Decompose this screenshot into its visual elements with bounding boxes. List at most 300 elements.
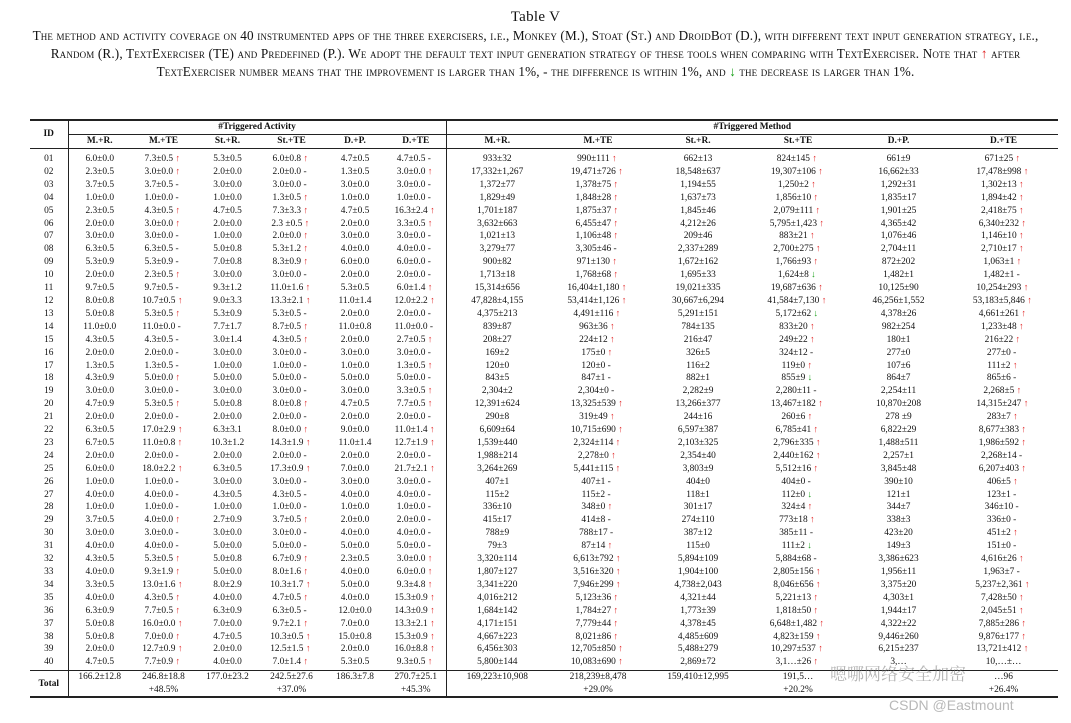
cell-value: 2.0±0.0 bbox=[144, 412, 174, 423]
table-cell bbox=[949, 334, 1058, 347]
table-cell bbox=[131, 149, 196, 166]
table-cell bbox=[259, 643, 324, 656]
table-cell: 16,662±33 bbox=[878, 166, 919, 177]
table-cell: 7.0±0.0 bbox=[340, 463, 370, 474]
cell-value: 1,063±1 bbox=[983, 257, 1015, 268]
table-row bbox=[30, 618, 1058, 631]
table-cell bbox=[386, 385, 446, 398]
no-change-mark: - bbox=[1013, 347, 1017, 358]
up-arrow-icon: ↑ bbox=[613, 618, 619, 629]
up-arrow-icon: ↑ bbox=[613, 605, 619, 616]
down-arrow-icon: ↓ bbox=[813, 308, 819, 319]
cell-value: 9,876±177 bbox=[978, 631, 1020, 642]
table-cell bbox=[748, 643, 848, 656]
up-arrow-icon: ↑ bbox=[807, 360, 813, 371]
up-arrow-icon: ↑ bbox=[305, 283, 311, 294]
table-cell: 120±0 bbox=[485, 360, 510, 371]
table-cell: 4.3±0.5 bbox=[85, 334, 115, 345]
table-cell bbox=[949, 450, 1058, 463]
cell-value: 2.0±0.0 bbox=[272, 412, 302, 423]
table-cell bbox=[949, 605, 1058, 618]
cell-value: 1,856±10 bbox=[775, 192, 812, 203]
no-change-mark: - bbox=[427, 412, 431, 423]
table-cell bbox=[386, 605, 446, 618]
up-arrow-icon: ↑ bbox=[1013, 528, 1018, 539]
table-name: Table V bbox=[510, 9, 561, 25]
no-change-mark: - bbox=[175, 502, 179, 513]
table-cell bbox=[386, 437, 446, 450]
table-cell bbox=[259, 192, 324, 205]
cell-value: 8.0±0.0 bbox=[272, 425, 302, 436]
cell-value: 3.0±0.0 bbox=[396, 554, 426, 565]
table-cell: 274±110 bbox=[681, 515, 715, 526]
table-cell: 6.0±0.0 bbox=[340, 257, 370, 268]
table-cell bbox=[748, 618, 848, 631]
table-cell: 900±82 bbox=[482, 257, 512, 268]
table-row bbox=[30, 149, 1058, 166]
table-cell: 6,215±237 bbox=[878, 644, 919, 655]
table-cell bbox=[548, 179, 648, 192]
cell-value: 324±12 bbox=[779, 347, 808, 358]
no-change-mark: - bbox=[427, 308, 431, 319]
up-arrow-icon: ↑ bbox=[175, 567, 181, 577]
row-id: 12 bbox=[30, 295, 68, 308]
up-arrow-icon: ↑ bbox=[610, 321, 615, 332]
table-cell: 1.0±0.0 bbox=[85, 476, 115, 487]
table-cell bbox=[748, 489, 848, 502]
cell-value: 10.3±0.5 bbox=[270, 631, 304, 642]
up-arrow-icon: ↑ bbox=[1019, 244, 1024, 255]
cell-value: 1.3±0.5 bbox=[272, 192, 302, 203]
table-cell bbox=[548, 437, 648, 450]
table-cell bbox=[548, 476, 648, 489]
up-arrow-icon: ↑ bbox=[427, 554, 433, 565]
table-cell bbox=[548, 424, 648, 437]
table-row bbox=[30, 501, 1058, 514]
row-id: 30 bbox=[30, 527, 68, 540]
table-cell bbox=[131, 643, 196, 656]
up-arrow-icon: ↑ bbox=[427, 579, 433, 590]
up-arrow-icon: ↑ bbox=[175, 631, 181, 642]
improvement-value bbox=[68, 684, 131, 698]
table-cell bbox=[748, 566, 848, 579]
cell-value: 13,325±539 bbox=[570, 399, 616, 410]
up-arrow-icon: ↑ bbox=[427, 334, 433, 345]
no-change-mark: - bbox=[427, 515, 431, 526]
table-cell bbox=[548, 360, 648, 373]
table-cell bbox=[949, 308, 1058, 321]
table-cell: 4.0±0.0 bbox=[213, 592, 242, 603]
row-id: 16 bbox=[30, 347, 68, 360]
table-cell bbox=[131, 437, 196, 450]
table-cell: 1,672±162 bbox=[677, 257, 719, 268]
cell-value: 12,705±850 bbox=[570, 644, 616, 655]
cell-value: 2.0±0.0 bbox=[396, 515, 426, 526]
table-cell: 6.0±0.0 bbox=[85, 154, 115, 164]
no-change-mark: - bbox=[607, 360, 611, 371]
table-cell bbox=[748, 230, 848, 243]
up-arrow-icon: ↑ bbox=[303, 425, 309, 436]
cell-value: 2,700±275 bbox=[773, 244, 814, 255]
up-arrow-icon: ↑ bbox=[430, 295, 435, 306]
table-cell: 2.0±0.0 bbox=[213, 218, 242, 229]
no-change-mark: - bbox=[303, 179, 307, 190]
table-cell: 115±0 bbox=[686, 541, 710, 552]
no-change-mark: - bbox=[1013, 515, 1017, 526]
table-cell: 3.7±0.5 bbox=[85, 179, 115, 190]
cell-value: 13.3±2.1 bbox=[270, 295, 304, 306]
up-arrow-icon: ↑ bbox=[1019, 592, 1024, 603]
no-change-mark: - bbox=[1019, 450, 1023, 461]
cell-value: 773±18 bbox=[779, 515, 808, 526]
up-arrow-icon: ↑ bbox=[427, 360, 433, 371]
no-change-mark: - bbox=[1016, 567, 1020, 577]
table-cell: 336±10 bbox=[482, 502, 512, 513]
cell-value: 16.0±8.8 bbox=[394, 644, 428, 655]
table-cell bbox=[548, 514, 648, 527]
table-row bbox=[30, 269, 1058, 282]
table-cell: 4.7±0.5 bbox=[340, 205, 370, 216]
no-change-mark: - bbox=[427, 179, 431, 190]
up-arrow-icon: ↑ bbox=[815, 567, 821, 577]
table-cell bbox=[131, 450, 196, 463]
table-cell: 1.3±0.5 bbox=[340, 166, 370, 177]
improvement-value: +45.3% bbox=[386, 684, 446, 698]
table-cell bbox=[748, 476, 848, 489]
table-cell: 407±1 bbox=[485, 476, 510, 487]
row-id: 36 bbox=[30, 605, 68, 618]
cell-value: 17,478±998 bbox=[976, 166, 1022, 177]
cell-value: 6,207±403 bbox=[978, 463, 1020, 474]
table-cell bbox=[548, 192, 648, 205]
no-change-mark: - bbox=[810, 347, 814, 358]
up-arrow-icon: ↑ bbox=[1016, 386, 1022, 397]
table-cell: 3.0±0.0 bbox=[213, 347, 242, 358]
up-arrow-icon: ↑ bbox=[303, 567, 309, 577]
table-cell: 4.3±0.9 bbox=[85, 373, 115, 384]
table-cell: 277±0 bbox=[886, 347, 911, 358]
table-cell bbox=[386, 411, 446, 424]
table-cell: 15.0±0.8 bbox=[338, 631, 372, 642]
no-change-mark: - bbox=[175, 244, 179, 255]
no-change-mark: - bbox=[303, 605, 307, 616]
cell-value: 2,278±0 bbox=[577, 450, 609, 461]
no-change-mark: - bbox=[175, 257, 179, 268]
table-cell bbox=[949, 437, 1058, 450]
table-cell: 3.0±0.0 bbox=[85, 528, 115, 539]
up-arrow-icon: ↑ bbox=[430, 605, 435, 616]
up-arrow-icon: ↑ bbox=[815, 450, 821, 461]
no-change-mark: - bbox=[813, 554, 817, 565]
no-change-mark: - bbox=[809, 528, 813, 539]
table-cell: 1,684±142 bbox=[477, 605, 518, 616]
table-cell: 11.0±0.0 bbox=[83, 321, 117, 332]
table-cell: 4.0±0.0 bbox=[85, 541, 115, 552]
up-arrow-icon: ↑ bbox=[1019, 205, 1024, 216]
up-arrow-icon: ↑ bbox=[430, 437, 435, 448]
table-cell: 4.7±0.5 bbox=[340, 399, 370, 410]
table-cell: 5.3±0.9 bbox=[85, 257, 115, 268]
up-arrow-icon: ↑ bbox=[815, 437, 821, 448]
cell-value: 2.0±0.0 bbox=[272, 450, 302, 461]
table-cell bbox=[131, 256, 196, 269]
cell-value: 14.3±0.9 bbox=[394, 605, 428, 616]
cell-value: 3.0±0.0 bbox=[144, 528, 174, 539]
cell-value: 14.3±1.9 bbox=[270, 437, 304, 448]
up-arrow-icon: ↑ bbox=[305, 644, 311, 655]
row-id: 38 bbox=[30, 631, 68, 644]
cell-value: 1.0±0.0 bbox=[272, 360, 302, 371]
cell-value: 2.0±0.0 bbox=[396, 270, 426, 281]
no-change-mark: - bbox=[1013, 373, 1017, 384]
table-cell: 1,292±31 bbox=[880, 179, 917, 190]
cell-value: 8,046±656 bbox=[773, 579, 814, 590]
table-cell: 3.0±0.0 bbox=[340, 231, 370, 242]
table-cell bbox=[548, 643, 648, 656]
table-row bbox=[30, 527, 1058, 540]
table-cell bbox=[949, 192, 1058, 205]
up-arrow-icon: ↑ bbox=[615, 567, 621, 577]
no-change-mark: - bbox=[303, 528, 307, 539]
up-arrow-icon: ↑ bbox=[305, 437, 311, 448]
no-change-mark: - bbox=[175, 541, 179, 552]
table-cell: 1,988±214 bbox=[477, 450, 518, 461]
table-cell: 46,256±1,552 bbox=[872, 295, 925, 306]
table-cell: 4.7±0.5 bbox=[213, 631, 242, 642]
table-cell bbox=[548, 631, 648, 644]
table-cell: 2.0±0.0 bbox=[340, 270, 370, 281]
no-change-mark: - bbox=[1013, 541, 1017, 552]
table-cell: 10,125±90 bbox=[878, 283, 919, 294]
table-cell bbox=[548, 282, 648, 295]
table-cell: 2.0±0.0 bbox=[340, 334, 370, 345]
table-cell bbox=[548, 566, 648, 579]
cell-value: 4.0±0.0 bbox=[144, 515, 174, 526]
table-cell bbox=[548, 166, 648, 179]
table-cell: 1.0±0.0 bbox=[213, 192, 242, 203]
cell-value: 847±1 bbox=[581, 373, 606, 384]
table-cell bbox=[386, 424, 446, 437]
up-arrow-icon: ↑ bbox=[305, 295, 311, 306]
table-cell: 1.0±0.0 bbox=[213, 360, 242, 371]
cell-value: 7.7±0.5 bbox=[144, 605, 174, 616]
no-change-mark: - bbox=[607, 489, 611, 500]
cell-value: 1,894±42 bbox=[981, 192, 1017, 203]
table-cell: 415±17 bbox=[482, 515, 512, 526]
table-cell bbox=[131, 282, 196, 295]
table-cell: 5,488±279 bbox=[677, 644, 719, 655]
table-cell: 3,632±663 bbox=[477, 218, 518, 229]
cell-value: 1.0±0.0 bbox=[144, 192, 174, 203]
cell-value: 5.0±0.0 bbox=[272, 373, 302, 384]
cell-value: 4,823±159 bbox=[773, 631, 814, 642]
table-cell bbox=[748, 218, 848, 231]
table-cell bbox=[548, 540, 648, 553]
row-id: 24 bbox=[30, 450, 68, 463]
cell-value: 5.3±1.2 bbox=[272, 244, 302, 255]
table-cell: 6.3±3.1 bbox=[213, 425, 242, 436]
table-cell: 5.0±0.0 bbox=[213, 541, 242, 552]
row-id: 11 bbox=[30, 282, 68, 295]
table-cell bbox=[131, 656, 196, 670]
table-cell bbox=[259, 540, 324, 553]
up-arrow-icon: ↑ bbox=[175, 657, 181, 668]
up-arrow-icon: ↑ bbox=[1012, 360, 1018, 371]
table-cell: 278 ±9 bbox=[885, 412, 912, 423]
table-cell bbox=[949, 424, 1058, 437]
table-cell: 3,803±9 bbox=[682, 463, 714, 474]
table-cell bbox=[548, 618, 648, 631]
table-cell bbox=[259, 592, 324, 605]
table-cell bbox=[259, 295, 324, 308]
cell-value: 2.3±0.5 bbox=[144, 270, 174, 281]
cell-value: 1.0±0.0 bbox=[272, 502, 302, 513]
table-cell: 3,386±623 bbox=[878, 554, 919, 565]
cell-value: 14,315±247 bbox=[976, 399, 1022, 410]
up-arrow-icon: ↑ bbox=[615, 463, 621, 474]
table-cell: 5.0±0.8 bbox=[213, 554, 242, 565]
table-cell: 3.3±0.5 bbox=[85, 579, 115, 590]
table-cell: 5.0±0.0 bbox=[340, 541, 370, 552]
up-arrow-icon: ↑ bbox=[427, 567, 433, 577]
cell-value: 4.7±0.5 bbox=[396, 154, 426, 164]
up-arrow-icon: ↑ bbox=[621, 283, 627, 294]
cell-value: 451±2 bbox=[986, 528, 1011, 539]
table-cell: 387±12 bbox=[683, 528, 713, 539]
table-caption bbox=[0, 8, 1071, 81]
table-row bbox=[30, 579, 1058, 592]
table-cell: 1,539±440 bbox=[477, 437, 518, 448]
up-arrow-icon: ↑ bbox=[175, 605, 181, 616]
table-cell bbox=[748, 295, 848, 308]
table-cell: 5.0±0.8 bbox=[85, 618, 115, 629]
no-change-mark: - bbox=[427, 270, 431, 281]
table-cell: 7.0±0.0 bbox=[213, 618, 242, 629]
table-cell bbox=[386, 269, 446, 282]
up-arrow-icon: ↑ bbox=[610, 334, 615, 345]
table-cell bbox=[386, 321, 446, 334]
table-cell: 6,597±387 bbox=[677, 425, 719, 436]
cell-value: 15.3±0.9 bbox=[394, 631, 428, 642]
cell-value: 1,818±50 bbox=[775, 605, 812, 616]
cell-value: 2.0±0.0 bbox=[144, 347, 174, 358]
no-change-mark: - bbox=[303, 386, 307, 397]
table-cell: 107±6 bbox=[886, 360, 911, 371]
table-row bbox=[30, 514, 1058, 527]
improvement-row bbox=[30, 684, 1058, 698]
table-cell bbox=[131, 411, 196, 424]
table-row bbox=[30, 347, 1058, 360]
table-cell: 2.0±0.0 bbox=[213, 450, 242, 461]
table-cell: 2.3±0.5 bbox=[85, 166, 115, 177]
row-id: 28 bbox=[30, 501, 68, 514]
table-cell bbox=[949, 631, 1058, 644]
cell-value: 3.0±0.0 bbox=[396, 179, 426, 190]
table-cell: 1,713±18 bbox=[479, 270, 516, 281]
table-cell: 2.0±0.0 bbox=[85, 270, 115, 281]
table-cell bbox=[748, 579, 848, 592]
up-arrow-icon: ↑ bbox=[810, 231, 815, 242]
table-cell: 1,807±127 bbox=[477, 567, 518, 577]
table-cell bbox=[131, 166, 196, 179]
row-id: 19 bbox=[30, 385, 68, 398]
improvement-value: +20.2% bbox=[748, 684, 848, 698]
no-change-mark: - bbox=[175, 412, 179, 423]
no-change-mark: - bbox=[175, 334, 179, 345]
cell-value: 10,254±293 bbox=[976, 283, 1022, 294]
column-header: St.+R. bbox=[196, 135, 259, 149]
cell-value: 6.3±0.5 bbox=[144, 244, 174, 255]
cell-value: 7.0±0.0 bbox=[144, 631, 174, 642]
table-row bbox=[30, 192, 1058, 205]
caption-segment: the decrease is larger than 1%. bbox=[735, 64, 915, 79]
table-cell bbox=[259, 398, 324, 411]
row-id: 09 bbox=[30, 256, 68, 269]
cell-value: 3.0±0.0 bbox=[272, 270, 302, 281]
table-cell: 4,667±223 bbox=[477, 631, 518, 642]
table-cell: 3,264±269 bbox=[477, 463, 518, 474]
up-arrow-icon: ↑ bbox=[1019, 179, 1024, 190]
cell-value: 824±145 bbox=[776, 154, 810, 164]
table-cell bbox=[949, 166, 1058, 179]
row-id: 39 bbox=[30, 643, 68, 656]
no-change-mark: - bbox=[175, 360, 179, 371]
up-arrow-icon: ↑ bbox=[819, 618, 825, 629]
table-cell: 1,695±33 bbox=[680, 270, 716, 281]
up-arrow-icon: ↑ bbox=[303, 205, 309, 216]
table-cell bbox=[548, 308, 648, 321]
table-cell bbox=[748, 385, 848, 398]
cell-value: 2,440±162 bbox=[773, 450, 814, 461]
cell-value: 5,441±115 bbox=[573, 463, 614, 474]
table-cell: 2.0±0.0 bbox=[213, 412, 242, 423]
cell-value: 1,233±48 bbox=[981, 321, 1017, 332]
table-cell: 882±1 bbox=[686, 373, 710, 384]
table-cell bbox=[748, 398, 848, 411]
cell-value: 7,946±299 bbox=[573, 579, 614, 590]
cell-value: 1,378±75 bbox=[575, 179, 612, 190]
table-cell: 4.7±0.5 bbox=[213, 205, 242, 216]
up-arrow-icon: ↑ bbox=[980, 46, 988, 61]
down-arrow-icon: ↓ bbox=[811, 270, 816, 281]
table-cell: 2.0±0.0 bbox=[340, 450, 370, 461]
up-arrow-icon: ↑ bbox=[1023, 283, 1029, 294]
table-cell bbox=[259, 218, 324, 231]
up-arrow-icon: ↑ bbox=[303, 154, 309, 164]
cell-value: 788±17 bbox=[579, 528, 608, 539]
table-cell: 4.3±0.5 bbox=[85, 554, 115, 565]
up-arrow-icon: ↑ bbox=[810, 515, 815, 526]
up-arrow-icon: ↑ bbox=[1021, 437, 1027, 448]
table-cell bbox=[949, 149, 1058, 166]
up-arrow-icon: ↑ bbox=[303, 257, 309, 268]
up-arrow-icon: ↑ bbox=[813, 192, 819, 203]
table-cell: 11.0±0.8 bbox=[338, 321, 372, 332]
table-cell: 1,901±25 bbox=[880, 205, 917, 216]
column-header: M.+TE bbox=[131, 135, 196, 149]
cell-value: 15.3±0.9 bbox=[394, 592, 428, 603]
table-cell bbox=[386, 347, 446, 360]
table-cell: 3.0±0.0 bbox=[340, 179, 370, 190]
table-cell bbox=[386, 553, 446, 566]
table-cell bbox=[748, 592, 848, 605]
table-cell bbox=[259, 527, 324, 540]
cell-value: 12.7±0.9 bbox=[142, 644, 176, 655]
cell-value: 277±0 bbox=[986, 347, 1011, 358]
total-value: 169,223±10,908 bbox=[446, 671, 548, 684]
no-change-mark: - bbox=[303, 347, 307, 358]
table-cell bbox=[548, 579, 648, 592]
